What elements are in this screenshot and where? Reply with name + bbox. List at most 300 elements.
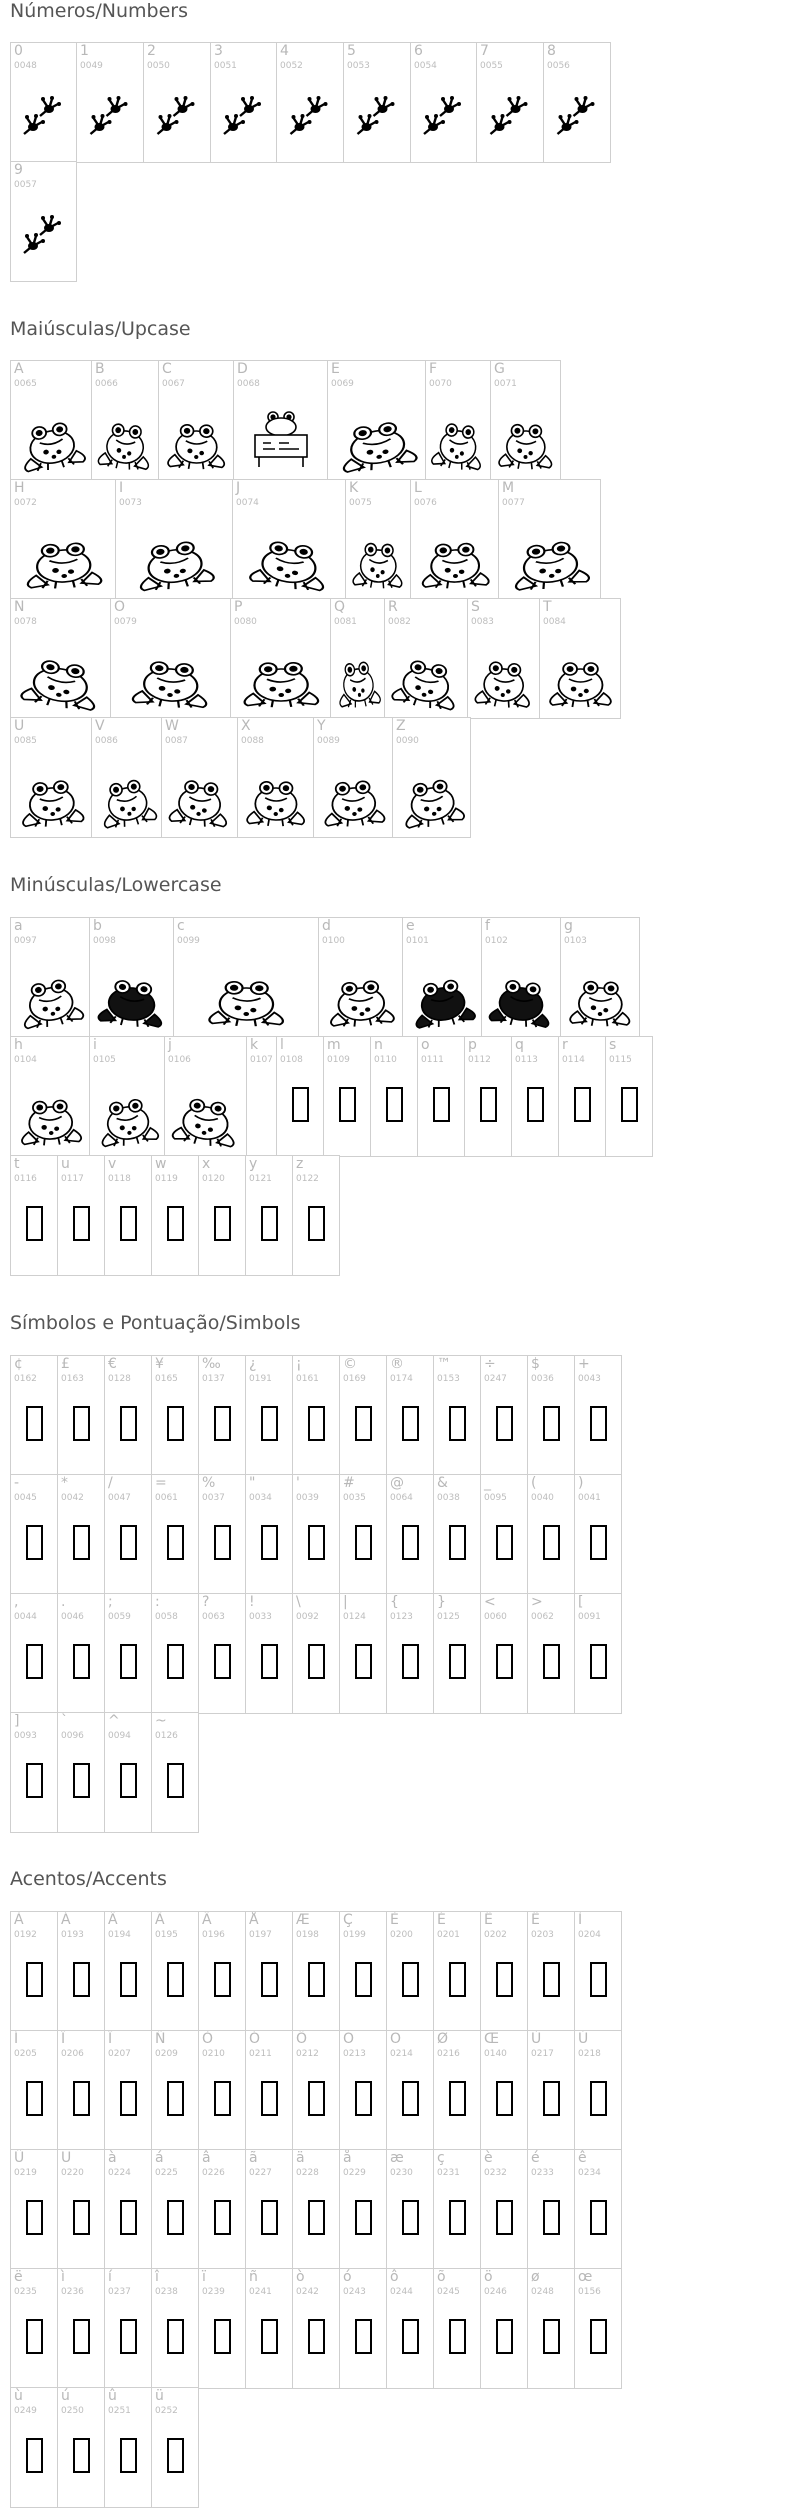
glyph-character: 1 bbox=[80, 43, 89, 59]
glyph-cell bbox=[245, 2268, 293, 2389]
glyph-code: 0080 bbox=[234, 617, 257, 627]
glyph-cell bbox=[104, 2030, 152, 2151]
missing-glyph-icon bbox=[386, 1087, 403, 1122]
missing-glyph-icon bbox=[26, 2081, 43, 2116]
missing-glyph-icon bbox=[26, 1962, 43, 1997]
glyph-cell bbox=[115, 479, 233, 600]
glyph-character: Å bbox=[249, 1912, 259, 1928]
glyph-code: 0098 bbox=[93, 936, 116, 946]
glyph-code: 0234 bbox=[578, 2168, 601, 2178]
glyph-character: ø bbox=[531, 2269, 540, 2285]
glyph-cell bbox=[110, 598, 231, 719]
glyph-character: € bbox=[108, 1356, 117, 1372]
frog-prints-icon bbox=[411, 67, 477, 157]
glyph-character: 4 bbox=[280, 43, 289, 59]
frog-icon bbox=[403, 942, 482, 1034]
glyph-character: q bbox=[515, 1037, 524, 1053]
missing-glyph-icon bbox=[402, 1525, 419, 1560]
missing-glyph-icon bbox=[26, 2319, 43, 2354]
glyph-character: p bbox=[468, 1037, 477, 1053]
glyph-code: 0249 bbox=[14, 2406, 37, 2416]
glyph-code: 0071 bbox=[494, 379, 517, 389]
missing-glyph-icon bbox=[543, 1406, 560, 1441]
glyph-cell bbox=[10, 1911, 58, 2032]
glyph-character: î bbox=[155, 2269, 159, 2285]
glyph-code: 0052 bbox=[280, 61, 303, 71]
missing-glyph-icon bbox=[590, 1406, 607, 1441]
glyph-character: ÷ bbox=[484, 1356, 496, 1372]
glyph-character: æ bbox=[390, 2150, 404, 2166]
glyph-code: 0086 bbox=[95, 736, 118, 746]
glyph-cell bbox=[173, 917, 319, 1038]
frog-prints-icon bbox=[277, 67, 344, 157]
glyph-cell bbox=[104, 1474, 152, 1595]
glyph-cell bbox=[245, 1911, 293, 2032]
missing-glyph-icon bbox=[355, 2319, 372, 2354]
missing-glyph-icon bbox=[590, 2200, 607, 2235]
glyph-character: ¥ bbox=[155, 1356, 164, 1372]
glyph-code: 0137 bbox=[202, 1374, 225, 1384]
missing-glyph-icon bbox=[26, 2200, 43, 2235]
glyph-cell bbox=[198, 2030, 246, 2151]
glyph-code: 0216 bbox=[437, 2049, 460, 2059]
glyph-cell bbox=[198, 1593, 246, 1714]
glyph-code: 0125 bbox=[437, 1612, 460, 1622]
glyph-code: 0229 bbox=[343, 2168, 366, 2178]
section-title: Números/Numbers bbox=[10, 0, 188, 22]
glyph-character: R bbox=[388, 599, 398, 615]
glyph-code: 0248 bbox=[531, 2287, 554, 2297]
glyph-cell bbox=[527, 1911, 575, 2032]
glyph-code: 0116 bbox=[14, 1174, 37, 1184]
glyph-character: b bbox=[93, 918, 102, 934]
glyph-code: 0115 bbox=[609, 1055, 632, 1065]
glyph-cell bbox=[10, 1712, 58, 1833]
missing-glyph-icon bbox=[73, 1525, 90, 1560]
glyph-character: F bbox=[429, 361, 438, 377]
glyph-cell bbox=[417, 1036, 465, 1157]
glyph-code: 0104 bbox=[14, 1055, 37, 1065]
frog-icon bbox=[319, 942, 403, 1034]
missing-glyph-icon bbox=[120, 1206, 137, 1241]
glyph-character: E bbox=[331, 361, 340, 377]
glyph-code: 0054 bbox=[414, 61, 437, 71]
frog-icon bbox=[11, 385, 92, 477]
glyph-character: K bbox=[349, 480, 359, 496]
glyph-cell bbox=[433, 1474, 481, 1595]
glyph-cell bbox=[104, 1155, 152, 1276]
frog-icon bbox=[314, 742, 393, 834]
glyph-code: 0225 bbox=[155, 2168, 178, 2178]
glyph-character: S bbox=[471, 599, 480, 615]
glyph-code: 0065 bbox=[14, 379, 37, 389]
missing-glyph-icon bbox=[449, 2081, 466, 2116]
glyph-code: 0207 bbox=[108, 2049, 131, 2059]
glyph-code: 0036 bbox=[531, 1374, 554, 1384]
frog-icon bbox=[11, 504, 116, 596]
missing-glyph-icon bbox=[120, 1962, 137, 1997]
missing-glyph-icon bbox=[167, 2081, 184, 2116]
glyph-character: Ï bbox=[108, 2031, 113, 2047]
glyph-code: 0200 bbox=[390, 1930, 413, 1940]
missing-glyph-icon bbox=[496, 1406, 513, 1441]
missing-glyph-icon bbox=[120, 1406, 137, 1441]
missing-glyph-icon bbox=[402, 1406, 419, 1441]
glyph-code: 0211 bbox=[249, 2049, 272, 2059]
glyph-code: 0041 bbox=[578, 1493, 601, 1503]
glyph-cell bbox=[10, 717, 92, 838]
glyph-character: k bbox=[250, 1037, 259, 1053]
glyph-cell bbox=[245, 1355, 293, 1476]
glyph-character: Ó bbox=[249, 2031, 261, 2047]
glyph-character: Z bbox=[396, 718, 406, 734]
glyph-cell bbox=[527, 2030, 575, 2151]
glyph-code: 0209 bbox=[155, 2049, 178, 2059]
glyph-character: ( bbox=[531, 1475, 537, 1491]
glyph-character: $ bbox=[531, 1356, 540, 1372]
glyph-character: ñ bbox=[249, 2269, 258, 2285]
glyph-code: 0044 bbox=[14, 1612, 37, 1622]
glyph-cell bbox=[527, 1355, 575, 1476]
glyph-cell bbox=[425, 360, 491, 481]
glyph-cell bbox=[527, 2268, 575, 2389]
missing-glyph-icon bbox=[261, 2200, 278, 2235]
glyph-cell bbox=[292, 1911, 340, 2032]
missing-glyph-icon bbox=[26, 1644, 43, 1679]
glyph-character: A bbox=[14, 361, 24, 377]
glyph-cell bbox=[498, 479, 601, 600]
glyph-cell bbox=[318, 917, 403, 1038]
glyph-character: Œ bbox=[484, 2031, 499, 2047]
frog-icon bbox=[393, 742, 471, 834]
glyph-character: l bbox=[280, 1037, 284, 1053]
glyph-code: 0126 bbox=[155, 1731, 178, 1741]
glyph-cell bbox=[480, 1474, 528, 1595]
glyph-code: 0220 bbox=[61, 2168, 84, 2178]
glyph-code: 0244 bbox=[390, 2287, 413, 2297]
glyph-character: Q bbox=[334, 599, 346, 615]
glyph-cell bbox=[480, 1593, 528, 1714]
glyph-character: û bbox=[108, 2388, 117, 2404]
glyph-character: > bbox=[531, 1594, 543, 1610]
glyph-cell bbox=[10, 1036, 90, 1157]
glyph-code: 0105 bbox=[93, 1055, 116, 1065]
frog-prints-icon bbox=[144, 67, 211, 157]
glyph-code: 0101 bbox=[406, 936, 429, 946]
glyph-code: 0165 bbox=[155, 1374, 178, 1384]
glyph-code: 0056 bbox=[547, 61, 570, 71]
glyph-cell bbox=[198, 1911, 246, 2032]
glyph-cell bbox=[198, 2268, 246, 2389]
frog-icon bbox=[499, 504, 601, 596]
glyph-code: 0068 bbox=[237, 379, 260, 389]
missing-glyph-icon bbox=[355, 2081, 372, 2116]
glyph-cell bbox=[245, 1474, 293, 1595]
glyph-cell bbox=[245, 1593, 293, 1714]
glyph-code: 0092 bbox=[296, 1612, 319, 1622]
glyph-code: 0226 bbox=[202, 2168, 225, 2178]
glyph-code: 0067 bbox=[162, 379, 185, 389]
glyph-character: ~ bbox=[155, 1713, 167, 1729]
glyph-character: % bbox=[202, 1475, 216, 1491]
missing-glyph-icon bbox=[120, 1525, 137, 1560]
glyph-character: ` bbox=[61, 1713, 68, 1729]
glyph-cell bbox=[339, 1593, 387, 1714]
glyph-code: 0084 bbox=[543, 617, 566, 627]
glyph-code: 0120 bbox=[202, 1174, 225, 1184]
glyph-code: 0217 bbox=[531, 2049, 554, 2059]
glyph-code: 0069 bbox=[331, 379, 354, 389]
frog-icon bbox=[482, 942, 561, 1034]
glyph-character: Ü bbox=[61, 2150, 72, 2166]
glyph-cell bbox=[151, 2030, 199, 2151]
glyph-code: 0224 bbox=[108, 2168, 131, 2178]
glyph-code: 0094 bbox=[108, 1731, 131, 1741]
missing-glyph-icon bbox=[339, 1087, 356, 1122]
glyph-character: ä bbox=[296, 2150, 305, 2166]
frog-icon bbox=[92, 385, 159, 477]
missing-glyph-icon bbox=[496, 1962, 513, 1997]
glyph-code: 0242 bbox=[296, 2287, 319, 2297]
missing-glyph-icon bbox=[120, 1644, 137, 1679]
glyph-character: í bbox=[108, 2269, 112, 2285]
glyph-cell bbox=[386, 2149, 434, 2270]
glyph-code: 0073 bbox=[119, 498, 142, 508]
missing-glyph-icon bbox=[73, 2319, 90, 2354]
glyph-code: 0047 bbox=[108, 1493, 131, 1503]
glyph-code: 0076 bbox=[414, 498, 437, 508]
glyph-character: v bbox=[108, 1156, 117, 1172]
glyph-code: 0055 bbox=[480, 61, 503, 71]
glyph-code: 0087 bbox=[165, 736, 188, 746]
glyph-code: 0241 bbox=[249, 2287, 272, 2297]
glyph-character: w bbox=[155, 1156, 167, 1172]
glyph-code: 0124 bbox=[343, 1612, 366, 1622]
glyph-code: 0252 bbox=[155, 2406, 178, 2416]
glyph-character: Ù bbox=[531, 2031, 542, 2047]
glyph-code: 0117 bbox=[61, 1174, 84, 1184]
missing-glyph-icon bbox=[449, 1962, 466, 1997]
glyph-character: ® bbox=[390, 1356, 404, 1372]
glyph-character: á bbox=[155, 2150, 164, 2166]
glyph-code: 0050 bbox=[147, 61, 170, 71]
glyph-cell bbox=[292, 2268, 340, 2389]
missing-glyph-icon bbox=[590, 1525, 607, 1560]
glyph-code: 0063 bbox=[202, 1612, 225, 1622]
glyph-character: - bbox=[14, 1475, 20, 1491]
missing-glyph-icon bbox=[543, 2081, 560, 2116]
missing-glyph-icon bbox=[167, 1406, 184, 1441]
glyph-character: ò bbox=[296, 2269, 305, 2285]
missing-glyph-icon bbox=[214, 1406, 231, 1441]
glyph-character: Ñ bbox=[155, 2031, 166, 2047]
glyph-character: Æ bbox=[296, 1912, 310, 1928]
glyph-cell bbox=[198, 2149, 246, 2270]
glyph-character: c bbox=[177, 918, 185, 934]
glyph-code: 0191 bbox=[249, 1374, 272, 1384]
glyph-cell bbox=[433, 2268, 481, 2389]
missing-glyph-icon bbox=[355, 1644, 372, 1679]
missing-glyph-icon bbox=[543, 1644, 560, 1679]
glyph-code: 0074 bbox=[236, 498, 259, 508]
glyph-cell bbox=[10, 2268, 58, 2389]
glyph-code: 0199 bbox=[343, 1930, 366, 1940]
frog-prints-icon bbox=[77, 67, 144, 157]
glyph-code: 0236 bbox=[61, 2287, 84, 2297]
glyph-code: 0091 bbox=[578, 1612, 601, 1622]
glyph-code: 0237 bbox=[108, 2287, 131, 2297]
glyph-code: 0128 bbox=[108, 1374, 131, 1384]
glyph-code: 0103 bbox=[564, 936, 587, 946]
glyph-character: É bbox=[437, 1912, 446, 1928]
glyph-code: 0123 bbox=[390, 1612, 413, 1622]
glyph-cell bbox=[10, 479, 116, 600]
glyph-character: ^ bbox=[108, 1713, 120, 1729]
glyph-cell bbox=[339, 2030, 387, 2151]
glyph-cell bbox=[10, 917, 90, 1038]
frog-icon bbox=[11, 742, 92, 834]
glyph-character: 3 bbox=[214, 43, 223, 59]
glyph-code: 0099 bbox=[177, 936, 200, 946]
glyph-cell bbox=[10, 2149, 58, 2270]
glyph-character: , bbox=[14, 1594, 19, 1610]
glyph-code: 0227 bbox=[249, 2168, 272, 2178]
glyph-code: 0214 bbox=[390, 2049, 413, 2059]
frog-icon bbox=[165, 1061, 247, 1153]
glyph-cell bbox=[245, 1155, 293, 1276]
missing-glyph-icon bbox=[590, 1962, 607, 1997]
glyph-code: 0203 bbox=[531, 1930, 554, 1940]
glyph-cell bbox=[57, 1593, 105, 1714]
missing-glyph-icon bbox=[496, 1525, 513, 1560]
glyph-cell bbox=[57, 2149, 105, 2270]
glyph-cell bbox=[10, 360, 92, 481]
glyph-code: 0082 bbox=[388, 617, 411, 627]
frog-icon bbox=[468, 623, 540, 715]
glyph-code: 0078 bbox=[14, 617, 37, 627]
glyph-character: @ bbox=[390, 1475, 404, 1491]
glyph-character: è bbox=[484, 2150, 493, 2166]
glyph-cell bbox=[10, 1593, 58, 1714]
glyph-cell bbox=[574, 1911, 622, 2032]
glyph-character: Û bbox=[14, 2150, 25, 2166]
glyph-cell bbox=[386, 1593, 434, 1714]
frog-icon bbox=[11, 942, 90, 1034]
glyph-code: 0090 bbox=[396, 736, 419, 746]
glyph-character: Y bbox=[317, 718, 326, 734]
glyph-cell bbox=[104, 2268, 152, 2389]
frog-icon bbox=[111, 623, 231, 715]
missing-glyph-icon bbox=[433, 1087, 450, 1122]
frog-sign-icon bbox=[234, 385, 328, 477]
glyph-cell bbox=[276, 42, 344, 163]
glyph-code: 0162 bbox=[14, 1374, 37, 1384]
glyph-code: 0201 bbox=[437, 1930, 460, 1940]
glyph-character: ) bbox=[578, 1475, 584, 1491]
frog-icon bbox=[116, 504, 233, 596]
glyph-character: é bbox=[531, 2150, 540, 2166]
missing-glyph-icon bbox=[261, 1406, 278, 1441]
glyph-cell bbox=[104, 1355, 152, 1476]
missing-glyph-icon bbox=[496, 2200, 513, 2235]
missing-glyph-icon bbox=[73, 1206, 90, 1241]
frog-icon bbox=[331, 623, 385, 715]
frog-prints-icon bbox=[11, 186, 77, 276]
missing-glyph-icon bbox=[167, 2319, 184, 2354]
glyph-cell bbox=[339, 1474, 387, 1595]
missing-glyph-icon bbox=[449, 2319, 466, 2354]
missing-glyph-icon bbox=[496, 2319, 513, 2354]
glyph-code: 0083 bbox=[471, 617, 494, 627]
missing-glyph-icon bbox=[308, 2200, 325, 2235]
glyph-character: ‰ bbox=[202, 1356, 221, 1372]
glyph-code: 0169 bbox=[343, 1374, 366, 1384]
missing-glyph-icon bbox=[261, 1206, 278, 1241]
glyph-character: Á bbox=[61, 1912, 71, 1928]
glyph-cell bbox=[543, 42, 611, 163]
glyph-code: 0246 bbox=[484, 2287, 507, 2297]
glyph-cell bbox=[386, 1474, 434, 1595]
glyph-code: 0045 bbox=[14, 1493, 37, 1503]
glyph-character: Ø bbox=[437, 2031, 449, 2047]
glyph-code: 0233 bbox=[531, 2168, 554, 2178]
missing-glyph-icon bbox=[527, 1087, 544, 1122]
glyph-code: 0085 bbox=[14, 736, 37, 746]
glyph-code: 0210 bbox=[202, 2049, 225, 2059]
missing-glyph-icon bbox=[621, 1087, 638, 1122]
missing-glyph-icon bbox=[308, 2319, 325, 2354]
glyph-character: f bbox=[485, 918, 490, 934]
missing-glyph-icon bbox=[167, 1644, 184, 1679]
glyph-cell bbox=[158, 360, 234, 481]
glyph-character: 0 bbox=[14, 43, 23, 59]
glyph-code: 0058 bbox=[155, 1612, 178, 1622]
missing-glyph-icon bbox=[120, 2200, 137, 2235]
glyph-character: n bbox=[374, 1037, 383, 1053]
missing-glyph-icon bbox=[167, 1206, 184, 1241]
frog-icon bbox=[11, 623, 111, 715]
glyph-cell bbox=[10, 1474, 58, 1595]
glyph-character: [ bbox=[578, 1594, 584, 1610]
glyph-character: Ú bbox=[578, 2031, 589, 2047]
missing-glyph-icon bbox=[73, 2200, 90, 2235]
glyph-character: \ bbox=[296, 1594, 301, 1610]
glyph-character: Ö bbox=[390, 2031, 402, 2047]
glyph-cell bbox=[151, 1911, 199, 2032]
missing-glyph-icon bbox=[261, 2319, 278, 2354]
frog-icon bbox=[11, 1061, 90, 1153]
glyph-character: X bbox=[241, 718, 251, 734]
glyph-cell bbox=[245, 2030, 293, 2151]
glyph-code: 0153 bbox=[437, 1374, 460, 1384]
missing-glyph-icon bbox=[261, 1962, 278, 1997]
glyph-cell bbox=[151, 2149, 199, 2270]
glyph-character: ™ bbox=[437, 1356, 451, 1372]
glyph-code: 0111 bbox=[421, 1055, 444, 1065]
glyph-code: 0095 bbox=[484, 1493, 507, 1503]
glyph-code: 0033 bbox=[249, 1612, 272, 1622]
glyph-code: 0072 bbox=[14, 498, 37, 508]
glyph-code: 0174 bbox=[390, 1374, 413, 1384]
glyph-code: 0097 bbox=[14, 936, 37, 946]
frog-icon bbox=[90, 1061, 165, 1153]
glyph-cell bbox=[292, 1155, 340, 1276]
glyph-code: 0034 bbox=[249, 1493, 272, 1503]
glyph-code: 0195 bbox=[155, 1930, 178, 1940]
frog-icon bbox=[328, 385, 426, 477]
glyph-cell bbox=[292, 1474, 340, 1595]
glyph-character: " bbox=[249, 1475, 256, 1491]
